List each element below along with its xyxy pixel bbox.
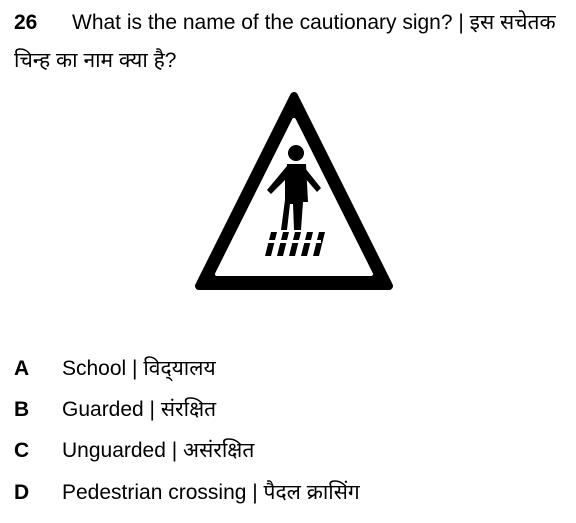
option-letter: C <box>14 439 30 462</box>
option-text: Unguarded | असंरक्षित <box>62 439 255 462</box>
option-b[interactable] <box>14 397 216 423</box>
question-text: What is the name of the cautionary sign? | इस सचेतक चिन्ह का नाम क्या है? <box>14 11 556 72</box>
question <box>14 4 564 80</box>
option-a[interactable] <box>14 356 216 382</box>
pedestrian-crossing-sign-icon <box>193 90 395 300</box>
option-letter: B <box>14 398 30 421</box>
option-d[interactable] <box>14 480 360 506</box>
option-c[interactable] <box>14 438 254 464</box>
option-text: Guarded | संरक्षित <box>62 398 217 421</box>
question-number: 26 <box>14 11 38 34</box>
option-letter: A <box>14 357 30 380</box>
option-letter: D <box>14 481 30 504</box>
option-text: School | विद्‌यालय <box>62 357 216 380</box>
option-text: Pedestrian crossing | पैदल क्रासिंग <box>62 481 360 504</box>
